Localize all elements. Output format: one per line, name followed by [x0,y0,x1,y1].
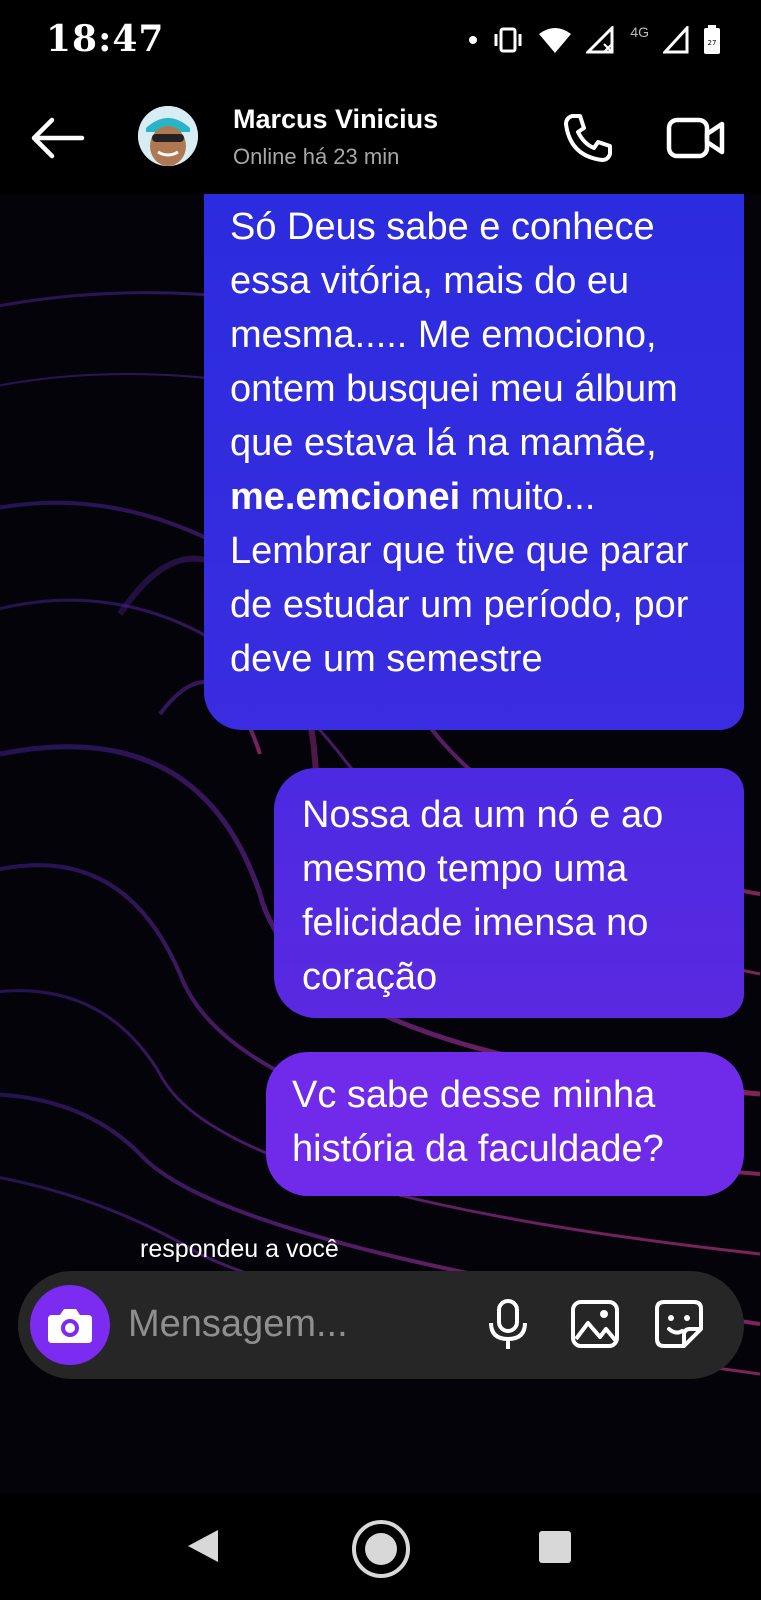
phone-call-icon[interactable] [562,112,614,164]
nav-back-icon[interactable] [186,1528,220,1564]
message-composer [18,1271,744,1379]
wifi-icon [538,26,572,54]
status-bar [0,0,761,80]
vibrate-icon [492,26,524,54]
contact-status: Online há 23 min [233,144,400,169]
contact-name[interactable]: Marcus Vinicius [233,104,439,134]
camera-button[interactable] [30,1285,110,1365]
microphone-icon[interactable] [486,1299,530,1351]
camera-icon [30,1285,110,1365]
reply-note: respondeu a você [140,1235,339,1263]
battery-icon [703,25,721,55]
battery-level: 27 [707,39,717,47]
message-bubble-3[interactable] [266,1052,744,1196]
nav-recents-icon[interactable] [538,1530,572,1564]
video-call-icon[interactable] [666,114,726,162]
notification-dot-icon [468,35,478,45]
system-nav-bar [0,1494,761,1600]
message-bold-text: me.emcionei [230,476,461,518]
sticker-icon[interactable] [654,1299,704,1349]
signal-x-icon [586,26,616,54]
message-text: muito... Lembrar que tive que parar de estudar um período, por deve um semestre [230,476,689,680]
message-bubble-2[interactable] [274,768,744,1018]
message-text: Só Deus sabe e conhece essa vitória, mais do eu mesma..... Me emociono, ontem busquei meu álbum que estava lá na mamãe, [230,206,678,464]
message-input[interactable]: Mensagem... [128,1303,348,1345]
gallery-icon[interactable] [570,1299,620,1349]
network-type-label: 4G [630,24,649,40]
chat-header [0,80,761,194]
status-icons [468,22,721,58]
nav-home-icon[interactable] [350,1518,412,1580]
back-arrow-icon[interactable] [30,116,86,160]
message-text: Nossa da um nó e ao mesmo tempo uma felicidade imensa no coração [302,794,664,998]
status-time: 18:47 [46,18,165,60]
message-bubble-1[interactable] [204,194,744,730]
avatar-image [138,106,198,166]
avatar[interactable] [138,106,198,166]
message-text: Vc sabe desse minha história da faculdade? [292,1074,664,1170]
signal-icon [663,26,689,54]
